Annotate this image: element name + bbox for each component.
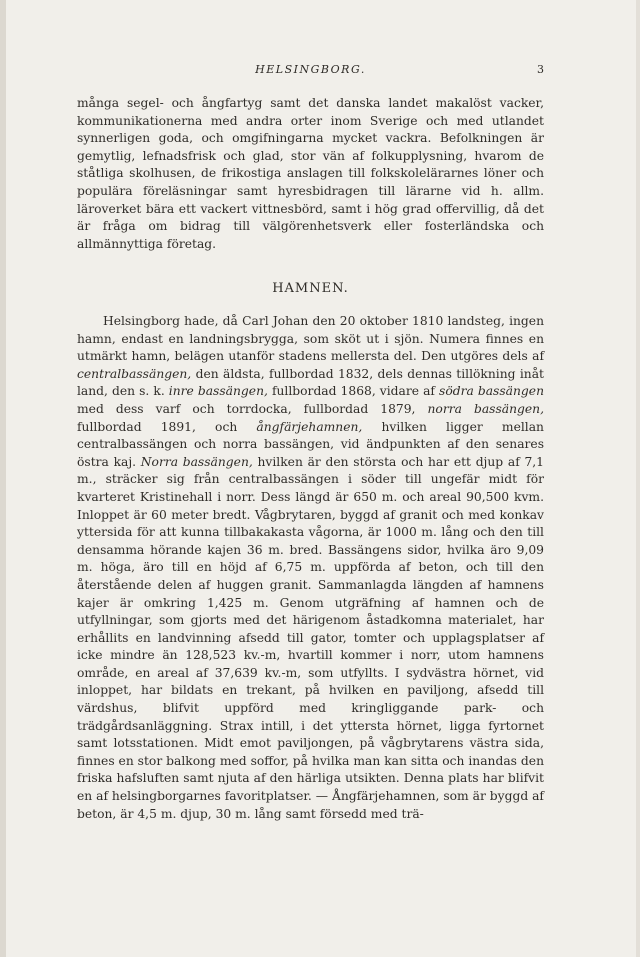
running-head xyxy=(77,62,544,78)
italic-term: Norra bassängen, xyxy=(140,454,253,469)
section-heading: HAMNEN. xyxy=(272,281,349,296)
italic-term: ångfärjehamnen, xyxy=(256,419,363,434)
body-text-harbor xyxy=(77,313,544,823)
text-run: fullbordad 1891, och xyxy=(77,419,257,434)
text-run: Helsingborg hade, då Carl Johan den 20 oktober 1810 landsteg, ingen hamn, endast en landningsbrygga, som sköt ut i sjön. Numera finnes en utmärkt hamn, belägen utanför stadens mellersta del. Den utgöres dels af xyxy=(77,314,544,364)
paragraph-intro: många segel- och ångfartyg samt det danska landet makalöst vacker, kommunikationerna med andra orter inom Sverige och med utlandet synnerligen goda, och omgifningarna mycket vackra. Befolkningen är gemytlig, lefnadsfrisk och glad, stor vän af folkupplysning, hvarom de ståtliga skolhusen, de frikostiga anslagen till folkskolelärarnes löner och populära föreläsningar samt hyresbidragen till lärarne vid h. allm. läroverket bära ett vackert vittnesbörd, samt i hög grad offervillig, då det är fråga om bidrag till välgörenhetsverk eller fosterländska och allmännyttiga företag. xyxy=(77,96,544,251)
italic-term: södra bassängen xyxy=(439,384,544,399)
text-run: hvilken ligger mellan centralbassängen och norra bassängen, vid ändpunkten af den senares östra kaj. xyxy=(77,419,544,469)
text-run: den äldsta, fullbordad 1832, dels dennas tillökning inåt land, den s. k. xyxy=(77,366,544,399)
page-edge-left xyxy=(0,0,6,957)
text-run: hvilken är den största och har ett djup af 7,1 m., sträcker sig från centralbassängen i söder till ungefär midt för kvarteret Kristinehall i norr. Dess längd är 650 m. och areal 90,500 kvm. Inloppet är 60 meter bredt. Vågbrytaren, byggd af granit och med konkav yttersida för att kunna tillbakakasta vågorna, är 1000 m. lång och den till densamma hörande kajen 36 m. bred. Bassängens sidor, hvilka äro 9,09 m. höga, äro till en höjd af 6,75 m. uppförda af beton, och till den återstående delen af huggen granit. Sammanlagda längden af hamnens kajer är omkring 1,425 m. Genom utgräfning af hamnen och de utfyllningar, som gjorts med det härigenom åstadkomna materialet, har erhållits en landvinning afsedd till gator, tomter och upplagsplatser af icke mindre än 128,523 kv.-m, hvartill kommer i norr, utom hamnens område, en areal af 37,639 kv.-m, som utfyllts. I sydvästra hörnet, vid inloppet, har bildats en trekant, på hvilken en paviljong, afsedd till värdshus, blifvit uppförd med kringliggande park- och trädgårdsanläggning. Strax intill, i det yttersta hörnet, ligga fyrtornet samt lotsstationen. Midt emot paviljongen, på vågbrytarens västra sida, finnes en stor balkong med soffor, på hvilka man kan sitta och inandas den friska hafsluften samt njuta af den härliga utsikten. Denna plats har blifvit en af helsingborgarnes favoritplatser. — Ångfärjehamnen, som är byggd af beton, är 4,5 m. djup, 30 m. lång samt försedd med trä- xyxy=(77,454,545,821)
page-number: 3 xyxy=(537,63,544,76)
running-title: HELSINGBORG. xyxy=(255,63,366,76)
italic-term: norra bassängen, xyxy=(427,401,545,416)
italic-term: inre bassängen, xyxy=(168,384,268,399)
page-edge-right xyxy=(636,0,640,957)
text-run: med dess varf och torrdocka, fullbordad 1879, xyxy=(77,401,428,416)
text-run: fullbordad 1868, vidare af xyxy=(267,384,440,399)
paragraph-harbor xyxy=(77,313,544,823)
italic-term: centralbassängen, xyxy=(77,366,192,381)
body-text-top xyxy=(77,95,544,253)
